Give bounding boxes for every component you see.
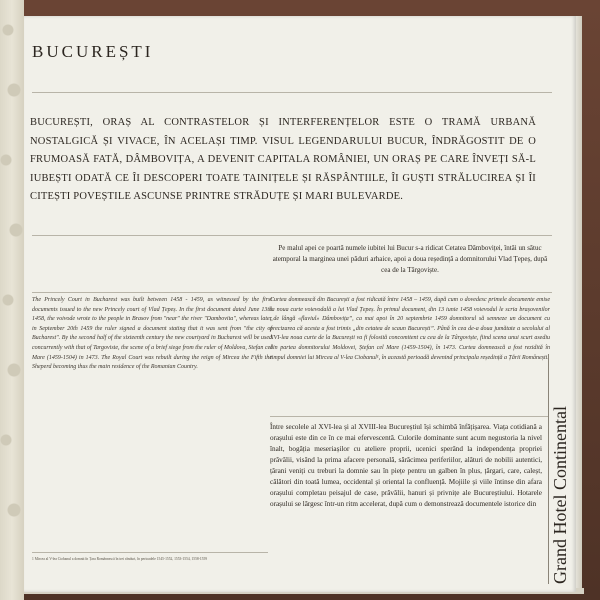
history-romanian: Curtea domnească din București a fost ridicată între 1458 – 1459, după cum o dovedesc primele documente emise la noua curte voievodală a lui Vlad Țepeș. În primul document, din 13 iunie 1458 voievodul le scria brașovenilor „de lângă «fluviul» Dâmbovița”, ca mai apoi în 20 septembrie 1459 domnitorul să semneze un document cu precizarea că acesta a fost trimis „din cetatea de scaun București”. Până în cea de-a doua jumătate a secolului al XVI-lea noua curte de la București va fi folosită concomitent cu cea de la Târgoviște, fiind scena unui scurt asediu din partea domnitorului Moldovei, Ștefan cel Mare (1459-1504), în 1473. Curtea domnească a fost rezidită în timpul domniei lui Mircea al V-lea Ciobanul¹, în această perioadă devenind principala reședință a Țării Românești. bbox=[270, 297, 550, 361]
body-divider bbox=[270, 416, 548, 417]
lead-paragraph: Pe malul apei ce poartă numele iubitei lui Bucur s-a ridicat Cetatea Dâmboviței, întâi un sătuc atemporal la marginea unei păduri arhaice, apoi a doua reședință a domnitorului Vlad Țepeș, după cea de la Târgoviște. bbox=[272, 244, 548, 274]
section-divider bbox=[32, 292, 552, 293]
page-edge-right bbox=[576, 16, 582, 592]
intro-divider bbox=[32, 235, 552, 236]
footnote: 1 Mircea al V-lea Ciobanul a domnit în Țara Românească în trei rânduri, în perioadele 1545-1552, 1553-1554, 1558-1559 bbox=[32, 557, 208, 561]
title-divider bbox=[32, 92, 552, 93]
footnote-divider bbox=[32, 552, 268, 553]
history-english: The Princely Court in Bucharest was built between 1458 - 1459, as witnessed by the first documents issued to the new Princely court of Vlad Țepeș. In the first document dated June 13th 1458, the voivode wrote to the people in Brasov from "near" the river "Dambovita", whereas later in September 20th 1459 the ruler signed a document stating that it was sent from "the city of Bucharest". By the second half of the sixteenth century the new courtyard in Bucharest will be used concurrently with that of Targoviste, the scene of a brief siege from the ruler of Moldova, Stefan cel Mare (1459-1504) in 1473. The Royal Court was rebuilt during the reign of Mircea the Fifth the Sheperd becoming thus the main residence of the Romanian Country. bbox=[32, 297, 272, 371]
intro-paragraph: BUCUREȘTI, ORAȘ AL CONTRASTELOR ȘI INTERFERENȚELOR ESTE O TRAMĂ URBANĂ NOSTALGICĂ ȘI VIVACE, ÎN ACELAȘI TIMP. VISUL LEGENDARULUI BUCUR, ÎNDRĂGOSTIT DE O FRUMOASĂ FATĂ, DÂMBOVIȚA, A DEVENIT CAPITALA ROMÂNIEI, UN ORAȘ PE CARE ÎNVEȚI SĂ-L IUBEȘTI ODATĂ CE ÎI DESCOPERI TOATE TAINIȚELE ȘI RĂSPÂNTIILE, ÎI GUȘTI STRĂLUCIREA ȘI ÎI CITEȘTI POVEȘTILE ASCUNSE PRINTRE STRĂDUȚE ȘI MARI BULEVARDE. bbox=[30, 117, 536, 202]
page-title: BUCUREȘTI bbox=[32, 42, 154, 61]
vertical-brand-text: Grand Hotel Continental bbox=[550, 406, 570, 584]
vertical-rule bbox=[548, 354, 549, 584]
fabric-background bbox=[0, 0, 24, 600]
body-paragraph: Între secolele al XVI-lea și al XVIII-lea Bucureștiul își schimbă înfățișarea. Viața cotidiană a orașului este din ce în ce mai efervescentă. Culorile dominante sunt acum negustoria la nivel înalt, bogăția meseriașilor cu ateliere proprii, ucenici sperând la independența propriei prăvălii, visând la prima afacere personală, sărăcimea periferiilor, alături de nobilii autentici, țărani veniți cu treburi la domnie sau în piețe pentru un galben în plus, țărgari, care, caleșt, călători din toată lumea, occidental și oriental la confluență. Mojiile și viile întinse din afara orașului completau peisajul de case, prăvălii, hanuri și privnițe ale Bucureștiului. Hotarele orașului se lărgesc într-un ritm accelerat, după cum o demonstrează documentele istorice din bbox=[270, 423, 542, 508]
